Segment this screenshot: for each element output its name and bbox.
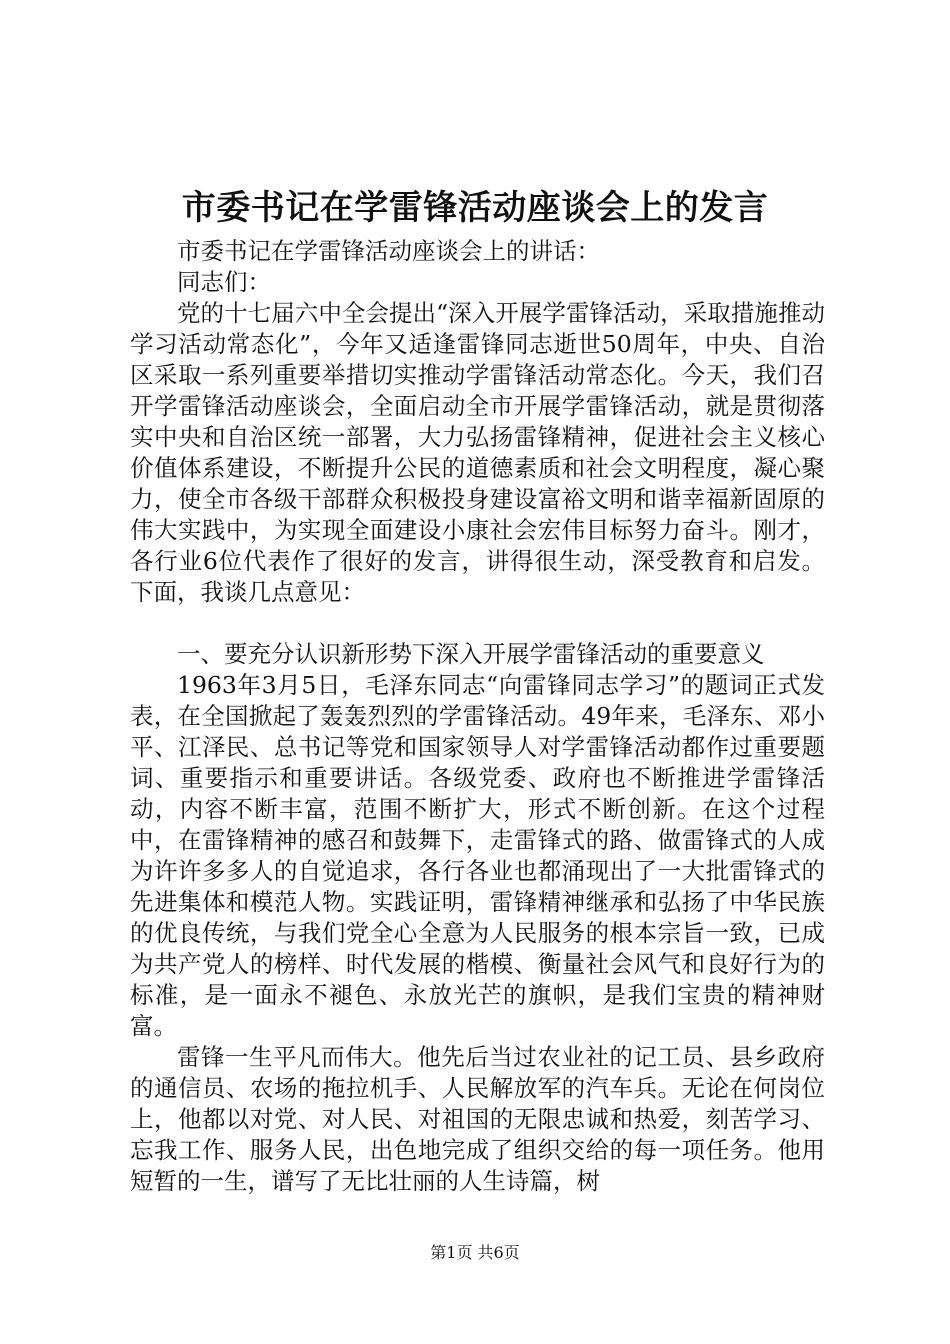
salutation: 同志们： [177, 268, 271, 296]
body-paragraph: 1963年3月5日，毛泽东同志“向雷锋同志学习”的题词正式发表，在全国掀起了轰轰烈烈的学雷锋活动。49年来，毛泽东、邓小平、江泽民、总书记等党和国家领导人对学雷锋活动都作过重要题词、重要指示和重要讲话。各级党委、政府也不断推进学雷锋活动，内容不断丰富，范围不断扩大，形式不断创新。在这个过程中，在雷锋精神的感召和鼓舞下，走雷锋式的路、做雷锋式的人成为许许多多人的自觉追求，各行各业也都涌现出了一大批雷锋式的先进集体和模范人物。实践证明，雷锋精神继承和弘扬了中华民族的优良传统，与我们党全心全意为人民服务的根本宗旨一致，已成为共产党人的榜样、时代发展的楷模、衡量社会风气和良好行为的标准，是一面永不褪色、永放光芒的旗帜，是我们宝贵的精神财富。 [130, 671, 825, 1040]
body-paragraph: 雷锋一生平凡而伟大。他先后当过农业社的记工员、县乡政府的通信员、农场的拖拉机手、人民解放军的汽车兵。无论在何岗位上，他都以对党、对人民、对祖国的无限忠诚和热爱，刻苦学习、忘我工作、服务人民，出色地完成了组织交给的每一项任务。他用短暂的一生，谱写了无比壮丽的人生诗篇，树 [130, 1043, 825, 1195]
document-body [130, 236, 825, 1197]
intro-paragraph: 党的十七届六中全会提出“深入开展学雷锋活动，采取措施推动学习活动常态化”，今年又适逢雷锋同志逝世50周年，中央、自治区采取一系列重要举措切实推动学雷锋活动常态化。今天，我们召开学雷锋活动座谈会，全面启动全市开展学雷锋活动，就是贯彻落实中央和自治区统一部署，大力弘扬雷锋精神，促进社会主义核心价值体系建设，不断提升公民的道德素质和社会文明程度，凝心聚力，使全市各级干部群众积极投身建设富裕文明和谐幸福新固原的伟大实践中，为实现全面建设小康社会宏伟目标努力奋斗。刚才，各行业6位代表作了很好的发言，讲得很生动，深受教育和启发。下面，我谈几点意见： [130, 299, 825, 606]
page-number: 第1页 共6页 [430, 1243, 520, 1262]
section-heading: 一、要充分认识新形势下深入开展学雷锋活动的重要意义 [177, 640, 765, 668]
document-title: 市委书记在学雷锋活动座谈会上的发言 [181, 188, 769, 228]
salutation-heading: 市委书记在学雷锋活动座谈会上的讲话： [177, 237, 600, 265]
